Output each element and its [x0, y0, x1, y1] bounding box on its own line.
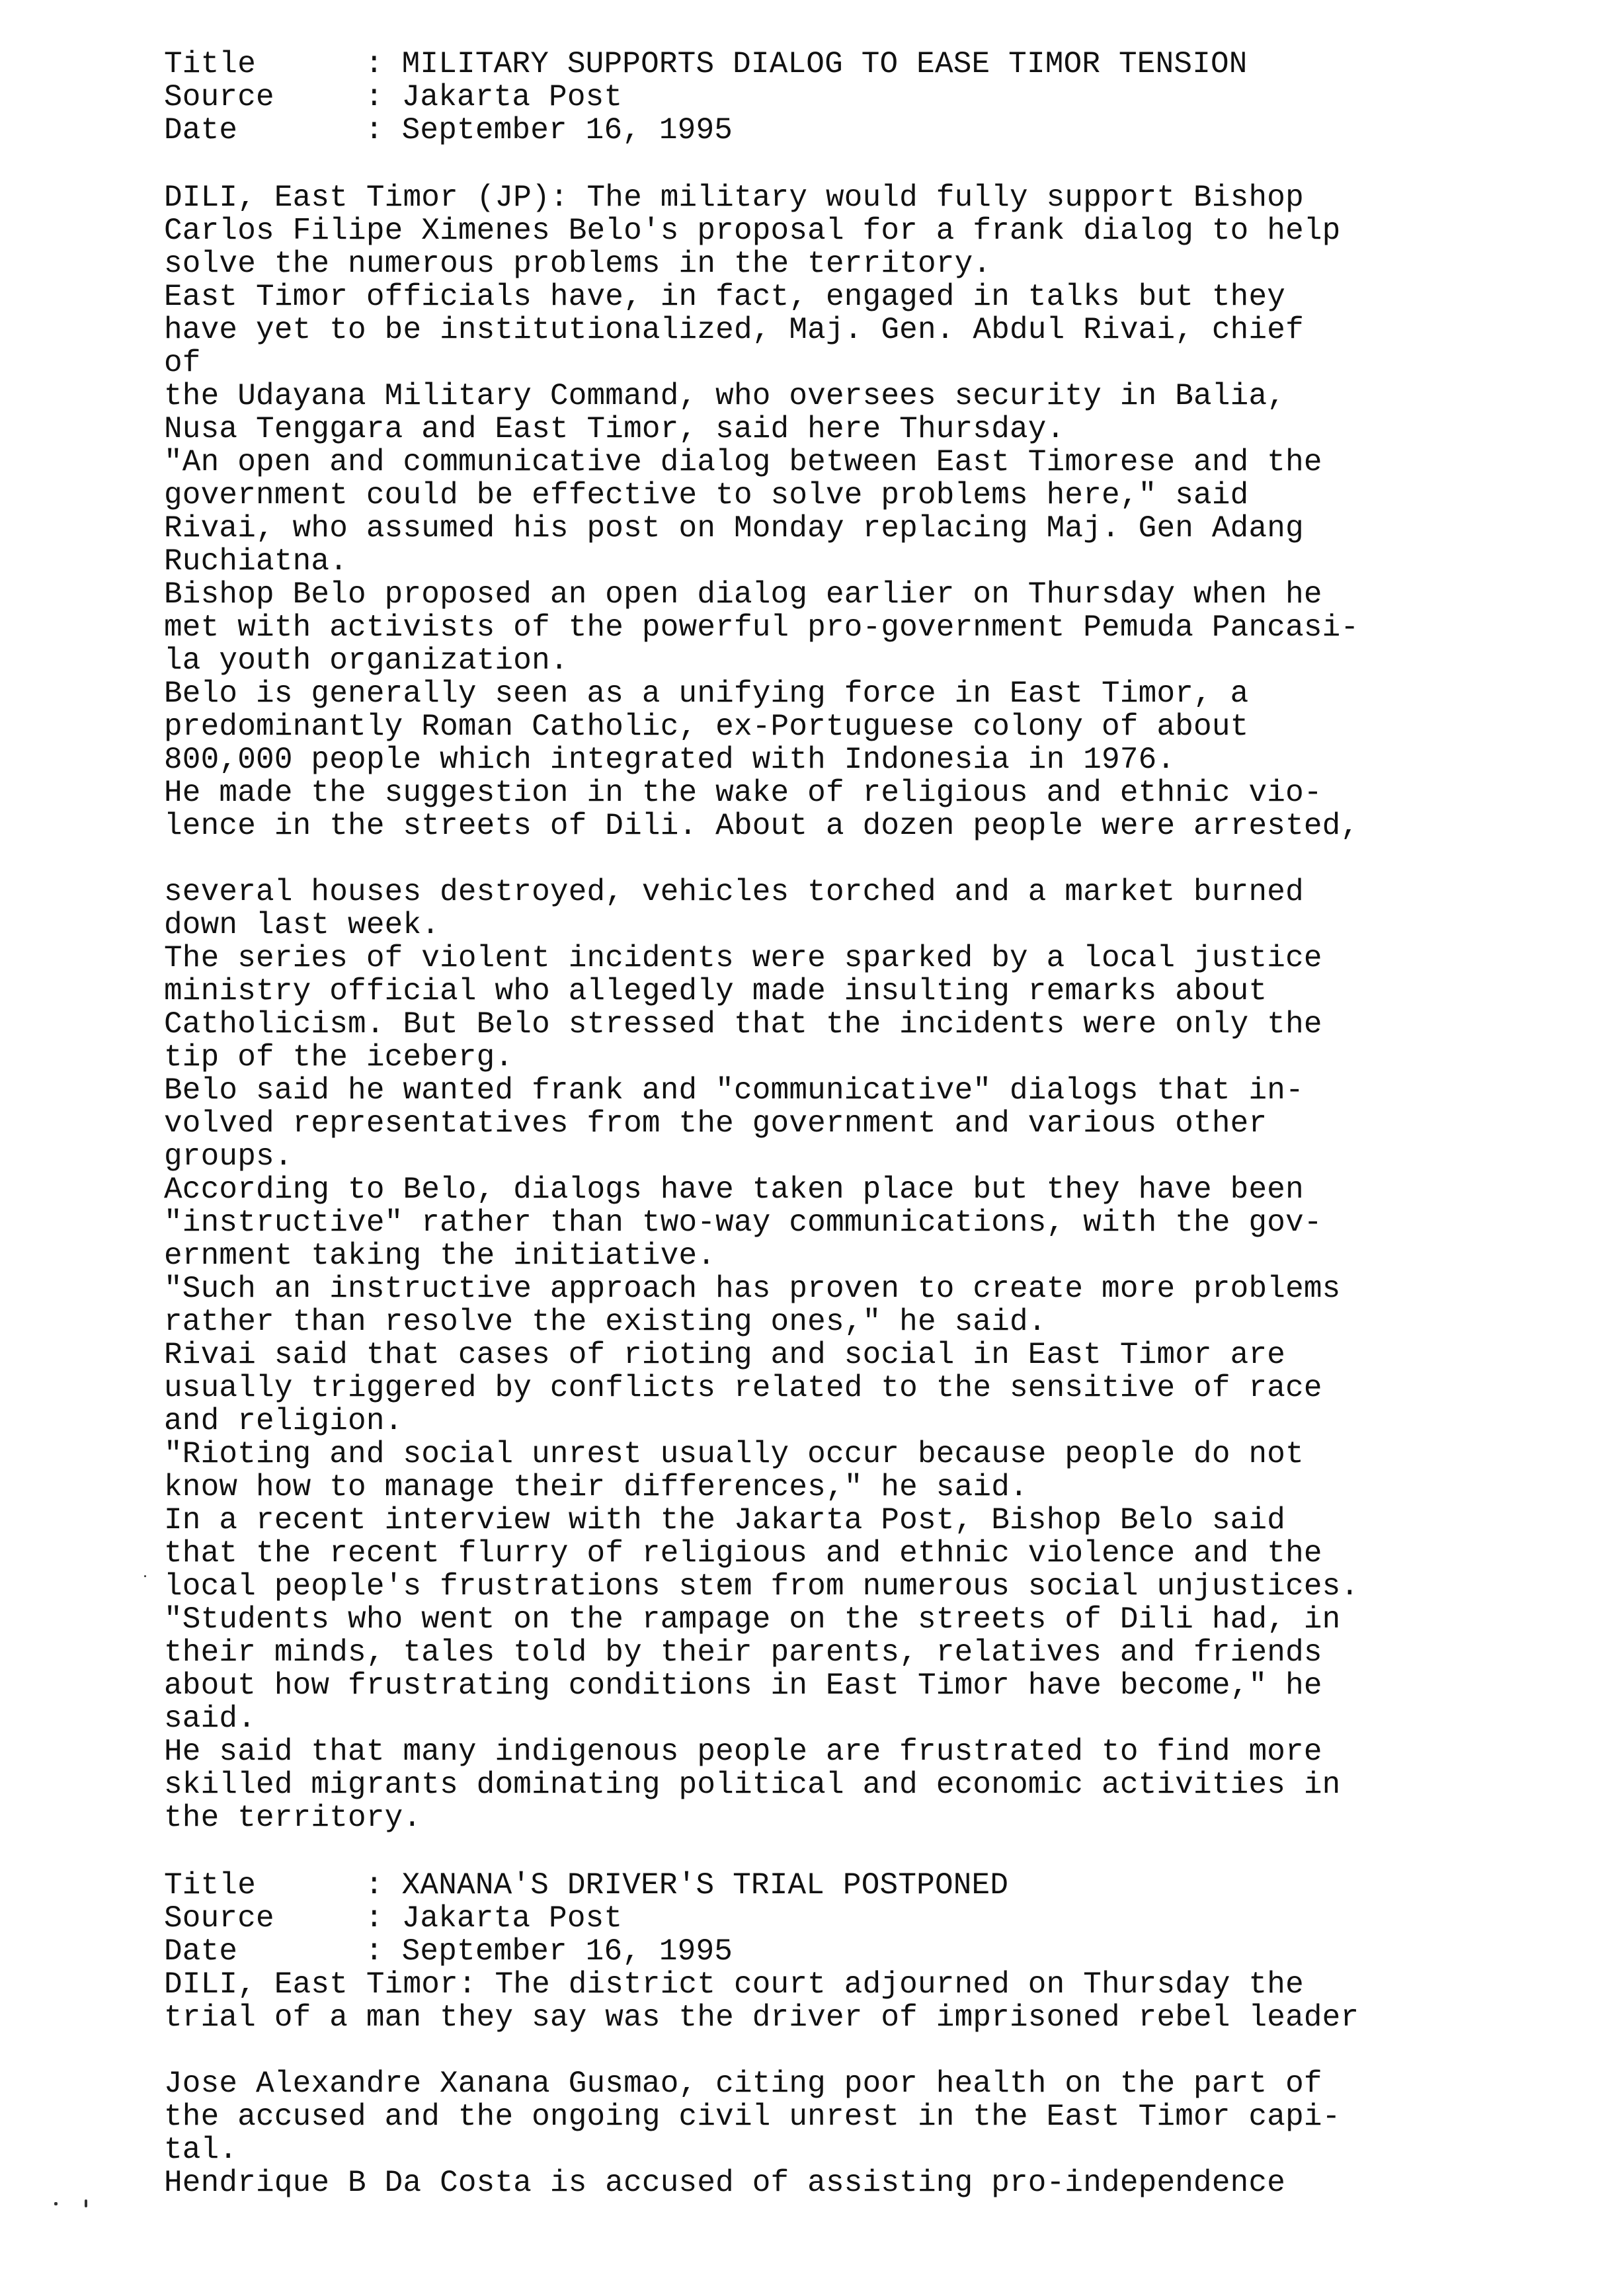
article-title: : XANANA'S DRIVER'S TRIAL POSTPONED: [365, 1868, 1009, 1903]
body-line: local people's frustrations stem from numerous social unjustices.: [164, 1569, 1359, 1604]
body-line: Rivai said that cases of rioting and social in East Timor are: [164, 1338, 1286, 1372]
body-line: Carlos Filipe Ximenes Belo's proposal for a frank dialog to help: [164, 214, 1341, 248]
body-line: Jose Alexandre Xanana Gusmao, citing poor health on the part of: [164, 2067, 1322, 2101]
date-row: [164, 1935, 1486, 1968]
article-source: : Jakarta Post: [365, 1901, 623, 1936]
article-title: : MILITARY SUPPORTS DIALOG TO EASE TIMOR TENSION: [365, 47, 1248, 81]
body-line: groups.: [164, 1139, 293, 1174]
article-2-body: [164, 1968, 1486, 2034]
body-line: Hendrique B Da Costa is accused of assisting pro-independence: [164, 2166, 1286, 2200]
article-1-body: [164, 181, 1486, 842]
article-1-header: [164, 48, 1486, 147]
body-line: down last week.: [164, 908, 440, 942]
date-label: Date: [164, 113, 238, 147]
body-line: about how frustrating conditions in East Timor have become," he: [164, 1668, 1322, 1703]
date-label: Date: [164, 1934, 238, 1969]
title-label: Title: [164, 47, 257, 81]
body-line: that the recent flurry of religious and ethnic violence and the: [164, 1536, 1322, 1571]
body-line: tip of the iceberg.: [164, 1040, 514, 1075]
spacer: [164, 842, 1486, 876]
body-line: Nusa Tenggara and East Timor, said here Thursday.: [164, 412, 1065, 446]
body-line: Bishop Belo proposed an open dialog earlier on Thursday when he: [164, 577, 1322, 612]
body-line: 800,000 people which integrated with Indonesia in 1976.: [164, 743, 1176, 777]
spacer: [164, 2034, 1486, 2067]
body-line: usually triggered by conflicts related to the sensitive of race: [164, 1371, 1322, 1405]
body-line: trial of a man they say was the driver of imprisoned rebel leader: [164, 2000, 1359, 2035]
body-line: the territory.: [164, 1801, 422, 1835]
body-line: solve the numerous problems in the territory.: [164, 247, 992, 281]
body-line: their minds, tales told by their parents, relatives and friends: [164, 1635, 1322, 1670]
article-source: : Jakarta Post: [365, 80, 623, 114]
article-1-body-continued: [164, 876, 1486, 1834]
body-line: Belo said he wanted frank and "communicative" dialogs that in-: [164, 1073, 1304, 1108]
article-2-body-continued: [164, 2067, 1486, 2199]
body-line: skilled migrants dominating political and economic activities in: [164, 1768, 1341, 1802]
source-row: [164, 1902, 1486, 1935]
body-line: East Timor officials have, in fact, engaged in talks but they: [164, 280, 1286, 314]
body-line: rather than resolve the existing ones," he said.: [164, 1305, 1047, 1339]
body-line: have yet to be institutionalized, Maj. Gen. Abdul Rivai, chief: [164, 313, 1304, 347]
body-line: ministry official who allegedly made insulting remarks about: [164, 974, 1267, 1008]
body-line: Belo is generally seen as a unifying force in East Timor, a: [164, 676, 1249, 711]
body-line: He said that many indigenous people are frustrated to find more: [164, 1735, 1322, 1769]
article-2-header: [164, 1869, 1486, 1968]
body-line: DILI, East Timor: The district court adjourned on Thursday the: [164, 1967, 1304, 2002]
scan-speck: [85, 2199, 87, 2207]
body-line: Rivai, who assumed his post on Monday replacing Maj. Gen Adang: [164, 511, 1304, 546]
article-date: : September 16, 1995: [365, 1934, 733, 1969]
body-line: "An open and communicative dialog between East Timorese and the: [164, 445, 1322, 479]
title-row: [164, 1869, 1486, 1902]
body-line: know how to manage their differences," he said.: [164, 1470, 1028, 1504]
source-row: [164, 81, 1486, 114]
title-label: Title: [164, 1868, 257, 1903]
body-line: The series of violent incidents were sparked by a local justice: [164, 941, 1322, 975]
body-line: met with activists of the powerful pro-government Pemuda Pancasi-: [164, 610, 1359, 645]
body-line: volved representatives from the government and various other: [164, 1106, 1267, 1141]
source-label: Source: [164, 80, 274, 114]
body-line: ernment taking the initiative.: [164, 1239, 716, 1273]
body-line: "Students who went on the rampage on the streets of Dili had, in: [164, 1602, 1341, 1637]
body-line: the accused and the ongoing civil unrest in the East Timor capi-: [164, 2100, 1341, 2134]
title-row: [164, 48, 1486, 81]
body-line: said.: [164, 1702, 257, 1736]
scan-speck: [54, 2202, 58, 2205]
body-line: several houses destroyed, vehicles torched and a market burned: [164, 875, 1304, 909]
scan-speck: [144, 1575, 146, 1577]
body-line: lence in the streets of Dili. About a dozen people were arrested,: [164, 809, 1359, 843]
body-line: la youth organization.: [164, 643, 569, 678]
body-line: government could be effective to solve problems here," said: [164, 478, 1249, 512]
body-line: predominantly Roman Catholic, ex-Portuguese colony of about: [164, 710, 1249, 744]
spacer: [164, 147, 1486, 181]
body-line: He made the suggestion in the wake of religious and ethnic vio-: [164, 776, 1322, 810]
document-page: [164, 48, 1486, 2199]
body-line: "Such an instructive approach has proven to create more problems: [164, 1272, 1341, 1306]
body-line: and religion.: [164, 1404, 403, 1438]
body-line: the Udayana Military Command, who oversees security in Balia,: [164, 379, 1286, 413]
body-line: of: [164, 346, 201, 380]
body-line: Catholicism. But Belo stressed that the incidents were only the: [164, 1007, 1322, 1042]
body-line: In a recent interview with the Jakarta Post, Bishop Belo said: [164, 1503, 1286, 1538]
source-label: Source: [164, 1901, 274, 1936]
body-line: DILI, East Timor (JP): The military would fully support Bishop: [164, 181, 1304, 215]
body-line: "instructive" rather than two-way communications, with the gov-: [164, 1206, 1322, 1240]
body-line: According to Belo, dialogs have taken place but they have been: [164, 1172, 1304, 1207]
article-date: : September 16, 1995: [365, 113, 733, 147]
body-line: "Rioting and social unrest usually occur because people do not: [164, 1437, 1304, 1471]
body-line: Ruchiatna.: [164, 544, 348, 579]
body-line: tal.: [164, 2133, 238, 2167]
spacer: [164, 1834, 1486, 1869]
date-row: [164, 114, 1486, 147]
